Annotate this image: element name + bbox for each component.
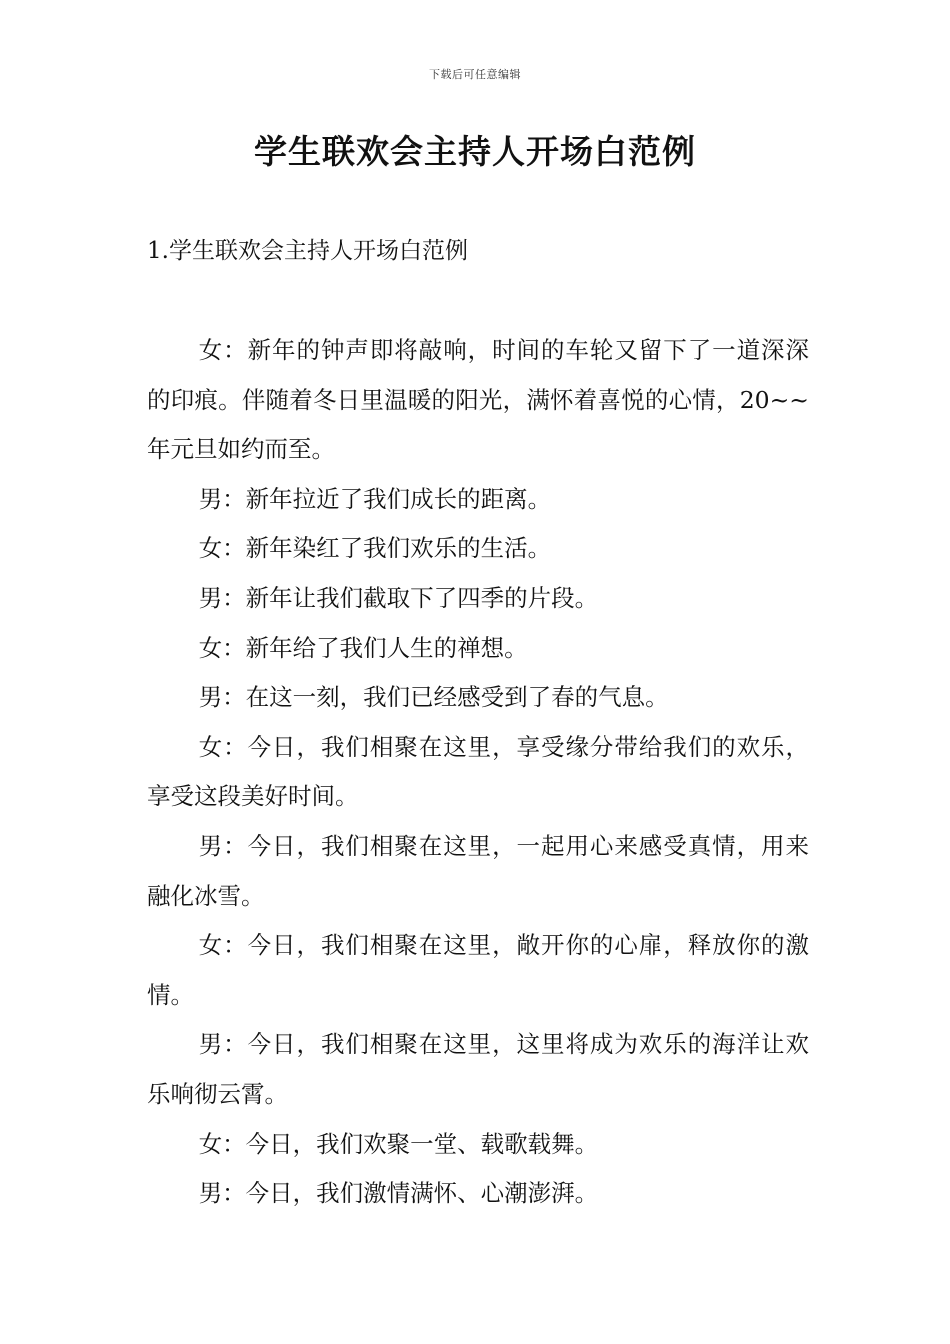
paragraph: 女：今日，我们欢聚一堂、载歌载舞。 xyxy=(198,1129,599,1158)
paragraph: 男：今日，我们相聚在这里，一起用心来感受真情，用来融化冰雪。 xyxy=(147,831,809,910)
paragraph: 男：新年拉近了我们成长的距离。 xyxy=(198,484,552,513)
paragraph: 男：今日，我们相聚在这里，这里将成为欢乐的海洋让欢乐响彻云霄。 xyxy=(147,1030,809,1108)
paragraph: 女：新年染红了我们欢乐的生活。 xyxy=(198,534,552,563)
header-note: 下载后可任意编辑 xyxy=(429,68,521,81)
paragraph: 女：今日，我们相聚在这里，享受缘分带给我们的欢乐，享受这段美好时间。 xyxy=(147,732,809,811)
paragraph: 男：新年让我们截取下了四季的片段。 xyxy=(198,583,599,612)
body-text xyxy=(147,326,809,1219)
page-title: 学生联欢会主持人开场白范例 xyxy=(254,132,696,171)
paragraph: 男：今日，我们激情满怀、心潮澎湃。 xyxy=(198,1179,599,1208)
section-heading: 1.学生联欢会主持人开场白范例 xyxy=(147,238,468,264)
paragraph: 女：新年的钟声即将敲响，时间的车轮又留下了一道深深的印痕。伴随着冬日里温暖的阳光，满怀着喜悦的心情，20~~年元旦如约而至。 xyxy=(147,336,809,464)
paragraph: 女：新年给了我们人生的禅想。 xyxy=(198,633,528,662)
paragraph: 女：今日，我们相聚在这里，敞开你的心扉，释放你的激情。 xyxy=(147,931,809,1009)
paragraph: 男：在这一刻，我们已经感受到了春的气息。 xyxy=(198,683,669,712)
